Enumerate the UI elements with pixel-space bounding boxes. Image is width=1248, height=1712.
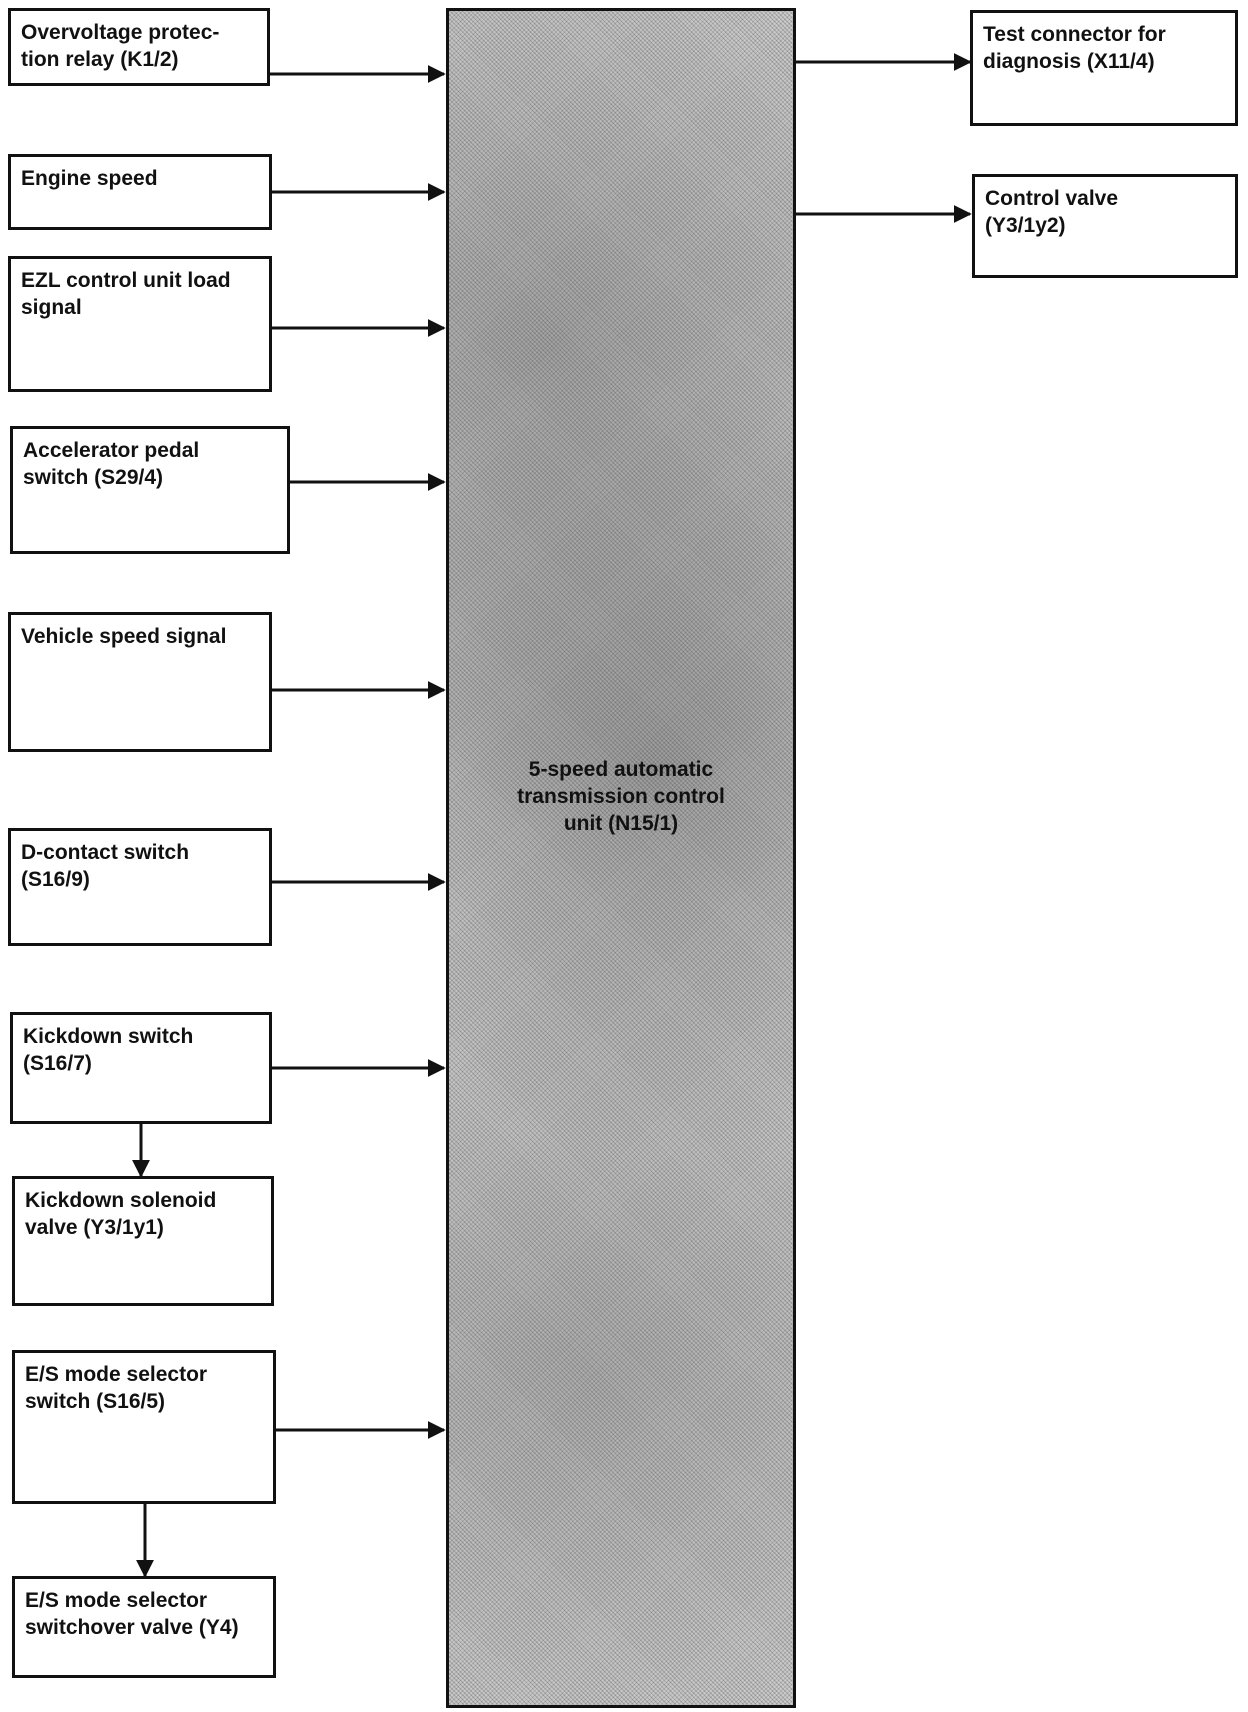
label-es-mode-selector-switch: E/S mode selector switch (S16/5) [25,1363,208,1413]
box-accelerator-pedal-switch [10,426,290,554]
label-vehicle-speed-signal: Vehicle speed signal [21,625,227,648]
box-overvoltage-relay [8,8,270,86]
label-kickdown-switch: Kickdown switch (S16/7) [23,1025,194,1075]
box-es-mode-selector-switch [12,1350,276,1504]
box-es-mode-switchover-valve [12,1576,276,1678]
box-d-contact-switch [8,828,272,946]
label-test-connector: Test connector for diagnosis (X11/4) [983,23,1166,73]
box-kickdown-switch [10,1012,272,1124]
transmission-control-unit-label: 5-speed automatic transmission control unit (N15/1) [517,757,725,835]
box-engine-speed [8,154,272,230]
label-d-contact-switch: D-contact switch (S16/9) [21,841,190,891]
box-control-valve [972,174,1238,278]
label-kickdown-solenoid-valve: Kickdown solenoid valve (Y3/1y1) [25,1189,217,1239]
box-test-connector [970,10,1238,126]
label-es-mode-switchover-valve: E/S mode selector switchover valve (Y4) [25,1589,239,1639]
transmission-control-unit [446,8,796,1708]
box-ezl-load-signal [8,256,272,392]
label-accelerator-pedal-switch: Accelerator pedal switch (S29/4) [23,439,200,489]
label-control-valve: Control valve (Y3/1y2) [985,187,1119,237]
label-ezl-load-signal: EZL control unit load signal [21,269,231,319]
label-engine-speed: Engine speed [21,167,158,190]
box-vehicle-speed-signal [8,612,272,752]
label-overvoltage-relay: Overvoltage protec- tion relay (K1/2) [21,21,220,71]
box-kickdown-solenoid-valve [12,1176,274,1306]
